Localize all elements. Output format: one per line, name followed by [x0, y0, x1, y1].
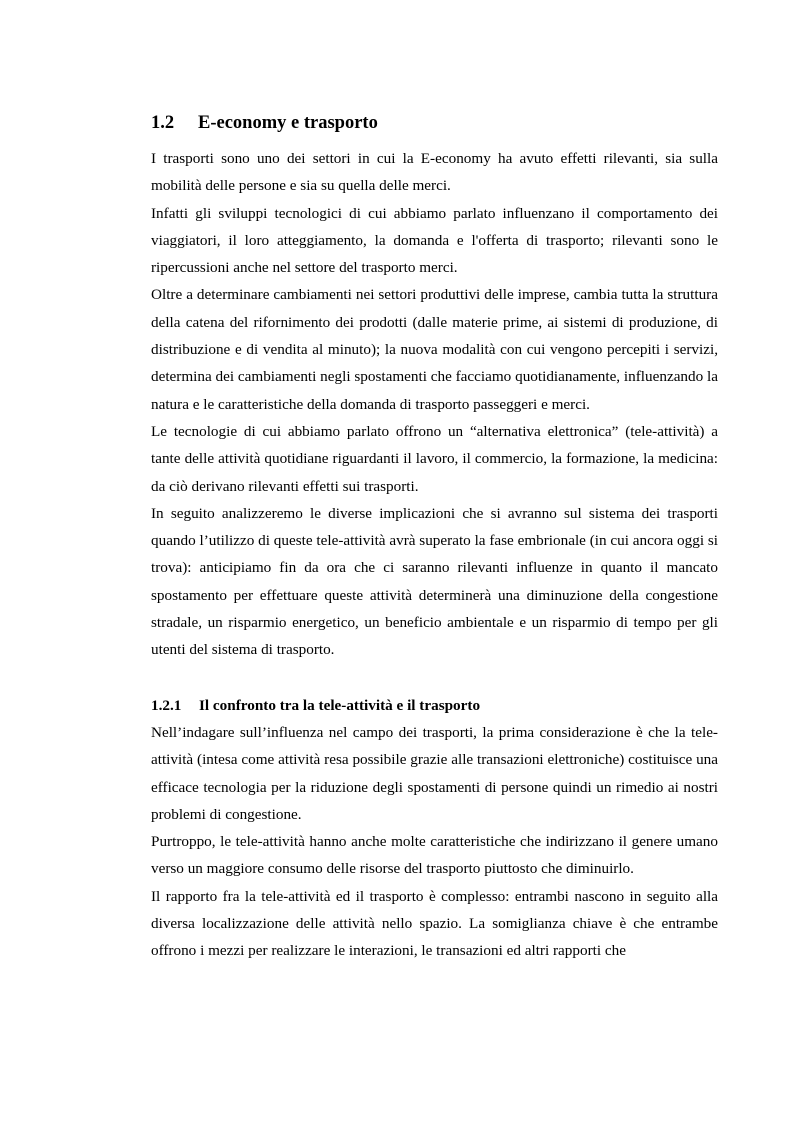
paragraph: I trasporti sono uno dei settori in cui la E-economy ha avuto effetti rilevanti, sia sulla mobilità delle persone e sia su quella delle merci.	[151, 150, 718, 195]
paragraph: Oltre a determinare cambiamenti nei settori produttivi delle imprese, cambia tutta la struttura della catena del rifornimento dei prodotti (dalle materie prime, ai sistemi di produzione, di distribuzione e di vendita al minuto); la nuova modalità con cui vengono percepiti i servizi, determina dei cambiamenti negli spostamenti che facciamo quotidianamente, influenzando la natura e le caratteristiche della domanda di trasporto passeggeri e merci.	[151, 286, 718, 413]
section-number: 1.2	[151, 113, 175, 133]
subsection-number: 1.2.1	[151, 696, 182, 714]
paragraph: Nell’indagare sull’influenza nel campo dei trasporti, la prima considerazione è che la tele-attività (intesa come attività resa possibile grazie alle transazioni elettroniche) costituisce una efficace tecnologia per la riduzione degli spostamenti di persone quindi un rimedio ai nostri problemi di congestione.	[151, 723, 718, 823]
section-heading	[151, 108, 718, 138]
section-title: E-economy e trasporto	[198, 113, 378, 133]
subsection-title: Il confronto tra la tele-attività e il trasporto	[199, 696, 481, 714]
paragraph: Il rapporto fra la tele-attività ed il trasporto è complesso: entrambi nascono in seguito alla diversa localizzazione delle attività nello spazio. La somiglianza chiave è che entrambe offrono i mezzi per realizzare le interazioni, le transazioni ed altri rapporti che	[151, 887, 718, 960]
paragraph: Purtroppo, le tele-attività hanno anche molte caratteristiche che indirizzano il genere umano verso un maggiore consumo delle risorse del trasporto piuttosto che diminuirlo.	[151, 833, 718, 878]
document-page	[151, 108, 718, 965]
subsection-heading	[151, 692, 718, 719]
paragraph: Le tecnologie di cui abbiamo parlato offrono un “alternativa elettronica” (tele-attività) a tante delle attività quotidiane riguardanti il lavoro, il commercio, la formazione, la medicina: da ciò derivano rilevanti effetti sui trasporti.	[151, 422, 718, 495]
paragraph: In seguito analizzeremo le diverse implicazioni che si avranno sul sistema dei trasporti quando l’utilizzo di queste tele-attività avrà superato la fase embrionale (in cui ancora oggi si trova): anticipiamo fin da ora che ci saranno rilevanti influenze in quanto il mancato spostamento per effettuare queste attività determinerà una diminuzione della congestione stradale, un risparmio energetico, un beneficio ambientale e un risparmio di tempo per gli utenti del sistema di trasporto.	[151, 504, 718, 659]
paragraph: Infatti gli sviluppi tecnologici di cui abbiamo parlato influenzano il comportamento dei viaggiatori, il loro atteggiamento, la domanda e l'offerta di trasporto; rilevanti sono le ripercussioni anche nel settore del trasporto merci.	[151, 204, 718, 277]
